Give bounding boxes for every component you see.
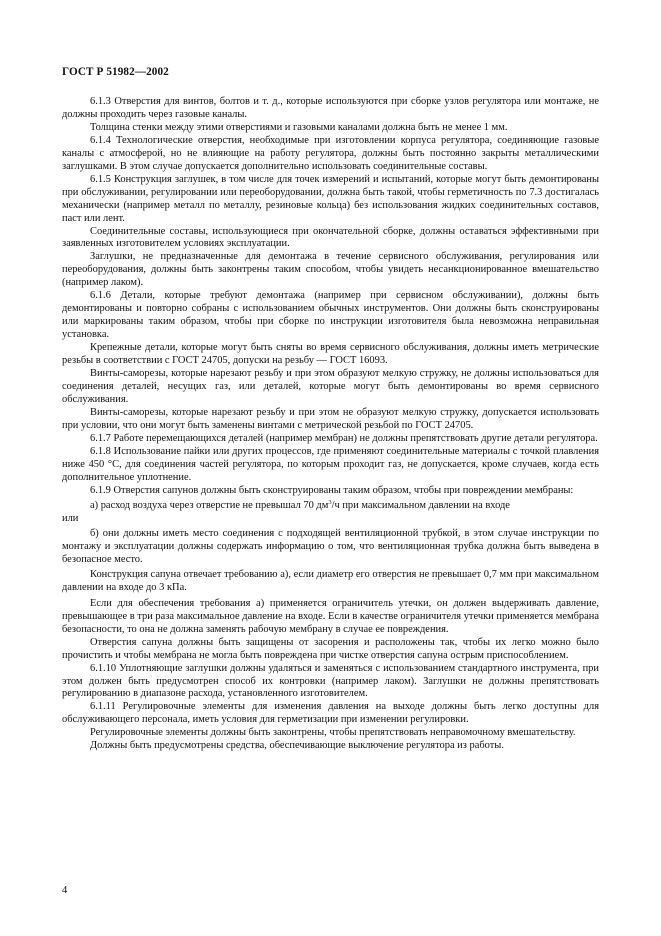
paragraph: Винты-саморезы, которые нарезают резьбу и при этом образуют мелкую стружку, не должны использоваться для соединения деталей, несущих газ, или деталей, которые могут быть демонтированы во время сервисного обслуживания. xyxy=(62,368,599,405)
list-item-b: б) они должны иметь место соединения с подходящей вентиляционной трубкой, в этом случае инструкции по монтажу и эксплуатации должны содержать информацию о том, что вентиляционная трубка должна быть выведена в безопасное место. xyxy=(62,528,599,566)
paragraph: 6.1.9 Отверстия сапунов должны быть сконструированы таким образом, чтобы при повреждении мембраны: xyxy=(90,484,574,496)
superscript: 3 xyxy=(328,498,332,506)
paragraph: 6.1.10 Уплотняющие заглушки должны удаляться и заменяться с использованием стандартного инструмента, при этом должен быть предусмотрен способ их контровки (например лаком). Заглушки не должны препятствовать регулированию в диапазоне расхода, установленного изготовителем. xyxy=(62,662,599,700)
paragraph: Если для обеспечения требования а) применяется ограничитель утечки, он должен выдерживать давление, превышающее в три раза максимальное давление на входе. Если в качестве ограничителя утечки применяется мембрана безопасности, то она не должна заменять рабочую мембрану в случае ее повреждения. xyxy=(62,597,599,635)
paragraph: Заглушки, не предназначенные для демонтажа в течение сервисного обслуживания, регулирования или переоборудования, должны быть законтрены таким способом, чтобы увидеть несанкционированное вмешательство (например лаком). xyxy=(62,251,599,289)
paragraph: 6.1.4 Технологические отверстия, необходимые при изготовлении корпуса регулятора, соединяющие газовые каналы с атмосферой, но не влияющие на работу регулятора, должны быть постоянно закрыты металлическими заглушками. В этом случае допускается дополнительно использовать соединительные составы. xyxy=(62,134,599,172)
document-header: ГОСТ Р 51982—2002 xyxy=(62,66,169,78)
page-number: 4 xyxy=(62,885,68,896)
list-item-a-text-end: /ч при максимальном давлении на входе xyxy=(331,499,510,511)
paragraph: Должны быть предусмотрены средства, обеспечивающие выключение регулятора из работы. xyxy=(90,740,504,752)
paragraph: Крепежные детали, которые могут быть сняты во время сервисного обслуживания, должны иметь метрические резьбы в соответствии с ГОСТ 24705, допуски на резьбу — ГОСТ 16093. xyxy=(62,342,599,367)
paragraph: 6.1.3 Отверстия для винтов, болтов и т. д., которые используются при сборке узлов регулятора или монтаже, не должны проходить через газовые каналы. xyxy=(62,96,599,120)
paragraph: Регулировочные элементы должны быть законтрены, чтобы препятствовать неправомочному вмешательству. xyxy=(90,727,576,739)
paragraph: 6.1.5 Конструкция заглушек, в том числе для точек измерений и испытаний, которые могут быть демонтированы при обслуживании, регулировании или переоборудовании, должна быть такой, чтобы герметичность по 7.3 достигалась механически (например металл по металлу, резиновые кольца) без использования жидких соединительных составов, паст или лент. xyxy=(62,173,599,224)
or-word: или xyxy=(62,512,79,524)
paragraph: Толщина стенки между этими отверстиями и газовыми каналами должна быть не менее 1 мм. xyxy=(90,121,508,133)
paragraph: 6.1.6 Детали, которые требуют демонтажа (например при сервисном обслуживании), должны быть демонтированы и повторно собраны с использованием обычных инструментов. Они должны быть сконструированы или маркированы таким образом, чтобы при сборке по инструкции изготовителя была невозможна неправильная установка. xyxy=(62,290,599,341)
paragraph: Соединительные составы, использующиеся при окончательной сборке, должны оставаться эффективными при заявленных изготовителем условиях эксплуатации. xyxy=(62,225,599,250)
paragraph: 6.1.8 Использование пайки или других процессов, где применяют соединительные материалы с точкой плавления ниже 450 °С, для соединения частей регулятора, по которым проходит газ, не допускается, кроме случаев, когда есть дополнительное уплотнение. xyxy=(62,445,599,483)
paragraph: Конструкция сапуна отвечает требованию а), если диаметр его отверстия не превышает 0,7 мм при максимальном давлении на входе до 3 кПа. xyxy=(62,569,599,594)
paragraph: Винты-саморезы, которые нарезают резьбу и при этом не образуют мелкую стружку, допускается использовать при условии, что они могут быть заменены винтами с метрической резьбой по ГОСТ 24705. xyxy=(62,406,599,431)
list-item-a-text: а) расход воздуха через отверстие не превышал 70 дм xyxy=(90,499,329,511)
list-item-a xyxy=(62,500,599,513)
paragraph: Отверстия сапуна должны быть защищены от засорения и расположены так, чтобы их легко можно было прочистить и чтобы мембрана не могла быть повреждена при чистке отверстия сапуна острым приспособлением. xyxy=(62,636,599,661)
document-body xyxy=(62,96,599,753)
paragraph: 6.1.11 Регулировочные элементы для изменения давления на выходе должны быть легко доступны для обслуживающего персонала, иметь условия для герметизации при изменении регулировки. xyxy=(62,701,599,726)
paragraph: 6.1.7 Работе перемещающихся деталей (например мембран) не должны препятствовать другие детали регулятора. xyxy=(90,432,598,444)
